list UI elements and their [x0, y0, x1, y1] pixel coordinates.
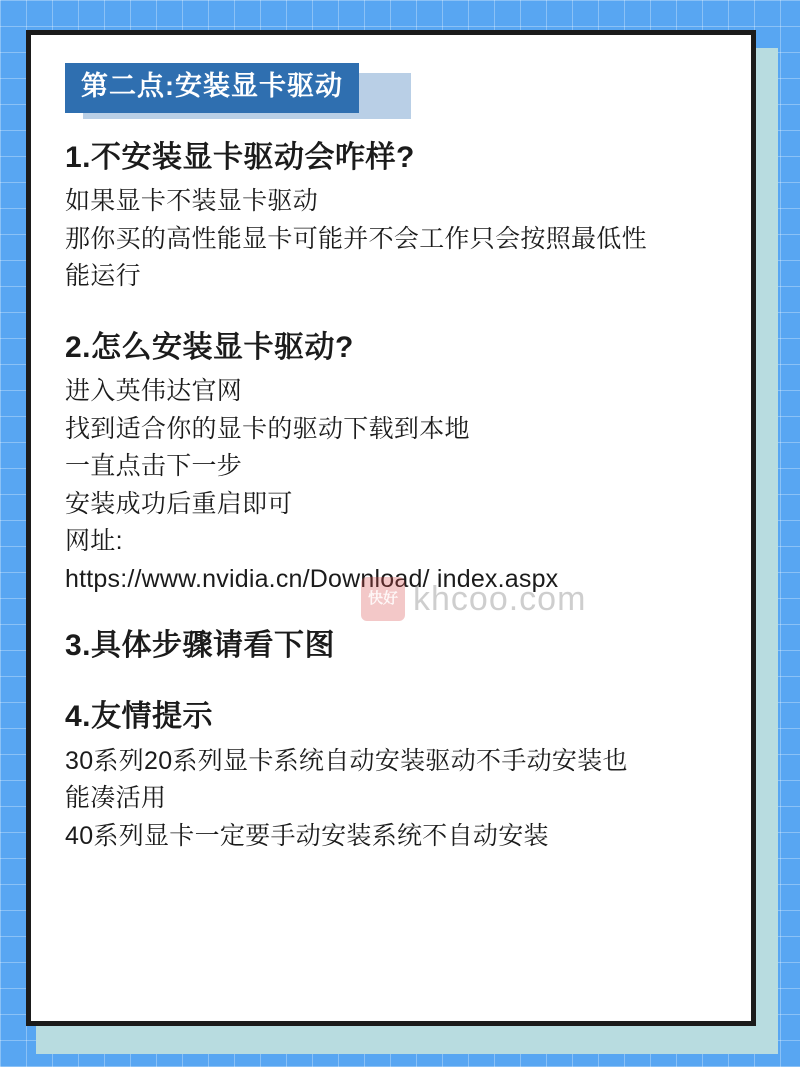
- section-3: [65, 627, 741, 665]
- section-1-line-3: 能运行: [65, 262, 141, 291]
- section-4-line-1: 30系列20系列显卡系统自动安装驱动不手动安装也: [65, 746, 628, 775]
- section-4-line-3: 40系列显卡一定要手动安装系统不自动安装: [65, 821, 549, 850]
- note-content: [65, 63, 741, 888]
- section-4-line-2: 能凑活用: [65, 784, 167, 813]
- title-banner-label: 第二点:安装显卡驱动: [65, 63, 359, 113]
- section-1-line-2: 那你买的高性能显卡可能并不会工作只会按照最低性: [65, 224, 647, 253]
- section-4-heading: 4.友情提示: [65, 700, 214, 734]
- section-1: [65, 139, 741, 295]
- watermark-logo-icon: 快好: [361, 577, 405, 621]
- watermark-text: khcoo.com: [413, 579, 587, 618]
- section-3-heading: 3.具体步骤请看下图: [65, 628, 336, 662]
- section-2-line-3: 一直点击下一步: [65, 452, 243, 481]
- section-1-heading: 1.不安装显卡驱动会咋样?: [65, 140, 415, 174]
- section-4: [65, 698, 741, 854]
- nvidia-driver-url[interactable]: https://www.nvidia.cn/Download/ index.aspx: [65, 564, 559, 593]
- section-2-line-5: 网址:: [65, 527, 123, 556]
- section-2-line-1: 进入英伟达官网: [65, 377, 243, 406]
- section-1-line-1: 如果显卡不装显卡驱动: [65, 187, 319, 216]
- note-card: [26, 30, 756, 1026]
- section-2-line-4: 安装成功后重启即可: [65, 489, 293, 518]
- section-2-line-2: 找到适合你的显卡的驱动下载到本地: [65, 414, 470, 443]
- section-2-heading: 2.怎么安装显卡驱动?: [65, 330, 354, 364]
- title-banner: [65, 63, 359, 113]
- section-2: [65, 329, 741, 597]
